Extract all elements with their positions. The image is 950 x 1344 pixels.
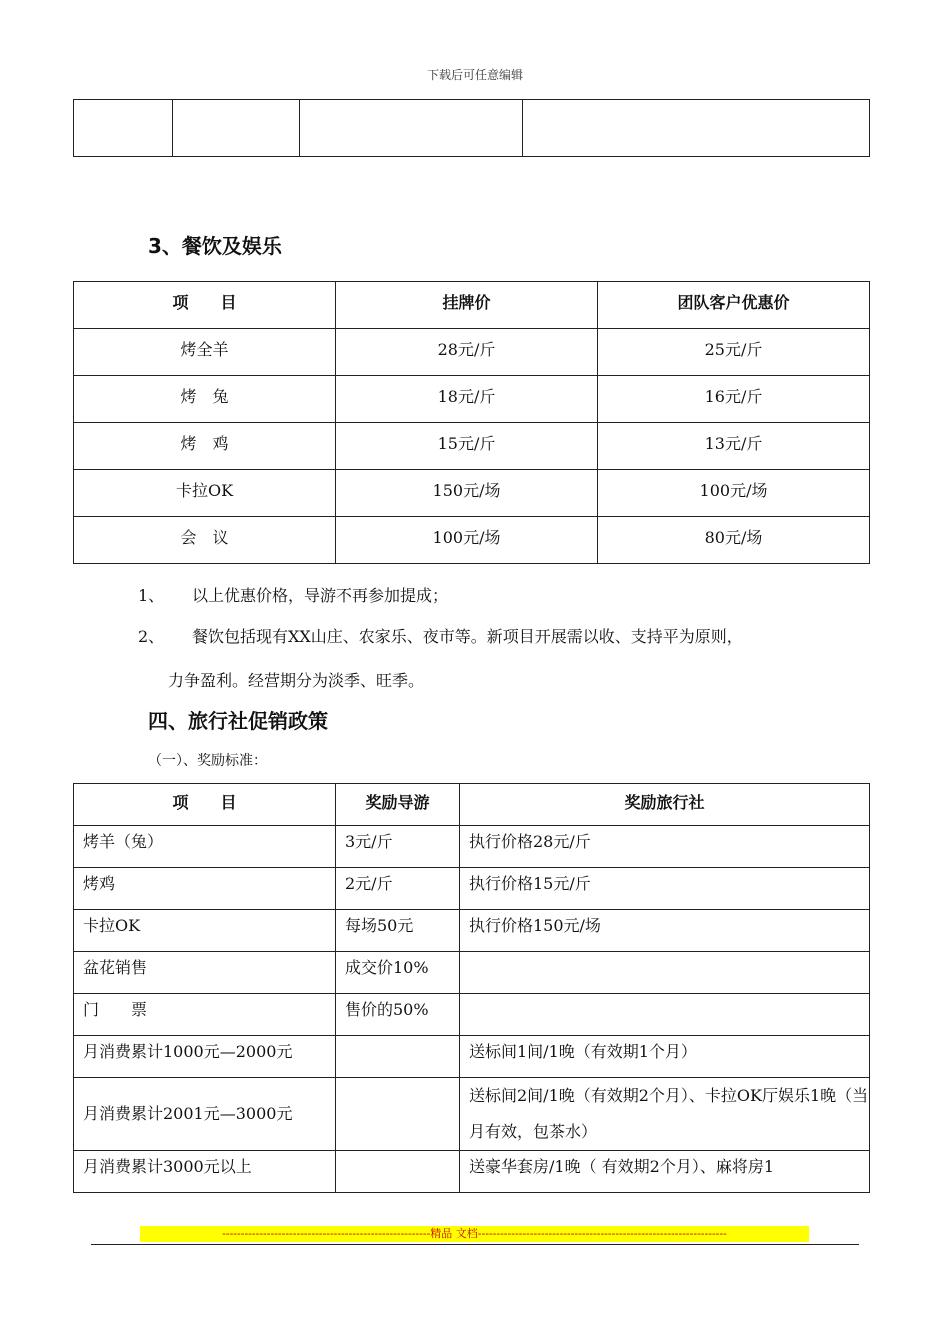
page-header: 下载后可任意编辑: [426, 68, 523, 82]
note-number: 2、: [138, 627, 165, 646]
column-header: 奖励旅行社: [460, 784, 870, 826]
footer-rule: [91, 1244, 859, 1245]
table-cell: 13元/斤: [598, 423, 870, 470]
table-cell: 每场50元: [336, 910, 460, 952]
column-header: 项 目: [74, 282, 336, 329]
table-cell: 烤全羊: [74, 329, 336, 376]
table-row: [74, 1036, 870, 1078]
table-cell: 门 票: [74, 994, 336, 1036]
section-4-subtitle: （一）、奖励标准：: [148, 753, 267, 769]
table-cell: 月消费累计3000元以上: [74, 1151, 336, 1193]
note-number: 1、: [138, 586, 165, 605]
table-cell: 执行价格15元/斤: [460, 868, 870, 910]
column-header: 奖励导游: [336, 784, 460, 826]
table-cell: 执行价格28元/斤: [460, 826, 870, 868]
table-cell: 烤 鸡: [74, 423, 336, 470]
table-cell: 月消费累计2001元—3000元: [74, 1078, 336, 1151]
table-cell: [173, 100, 300, 157]
table-cell: 送标间1间/1晚（有效期1个月）: [460, 1036, 870, 1078]
table-row: [74, 910, 870, 952]
table-row: [74, 517, 870, 564]
table-row: [74, 329, 870, 376]
table-row: [74, 470, 870, 517]
table-row: [74, 1151, 870, 1193]
table-cell: 会 议: [74, 517, 336, 564]
table-cell: [74, 100, 173, 157]
table-cell: 25元/斤: [598, 329, 870, 376]
table-cell: 卡拉OK: [74, 910, 336, 952]
table-cell: 执行价格150元/场: [460, 910, 870, 952]
table-cell: 烤鸡: [74, 868, 336, 910]
table-row: [74, 826, 870, 868]
column-header: 挂牌价: [336, 282, 598, 329]
note-text: 以上优惠价格，导游不再参加提成；: [192, 586, 449, 605]
table-cell: 16元/斤: [598, 376, 870, 423]
column-header: 项 目: [74, 784, 336, 826]
table-cell: 烤羊（兔）: [74, 826, 336, 868]
table-row: [74, 423, 870, 470]
table-cell: 售价的50%: [336, 994, 460, 1036]
incentive-table: [73, 783, 870, 1193]
footer-banner: --------------------------------------------------------精品 文档-------------------------------------------------------------------: [140, 1226, 809, 1242]
table-cell: 28元/斤: [336, 329, 598, 376]
table-header-row: [74, 282, 870, 329]
table-row: [74, 952, 870, 994]
table-cell: [336, 1078, 460, 1151]
table-cell: 盆花销售: [74, 952, 336, 994]
table-row: [74, 1078, 870, 1151]
note-text: 餐饮包括现有XX山庄、农家乐、夜市等。新项目开展需以收、支持平为原则，: [192, 627, 743, 646]
table-cell: 80元/场: [598, 517, 870, 564]
table-row: [74, 100, 870, 157]
table-cell: 3元/斤: [336, 826, 460, 868]
table-cell: 月消费累计1000元—2000元: [74, 1036, 336, 1078]
table-cell: 100元/场: [598, 470, 870, 517]
table-cell: [300, 100, 523, 157]
previous-table-tail: [73, 99, 870, 157]
table-cell: 2元/斤: [336, 868, 460, 910]
table-cell: 送标间2间/1晚（有效期2个月）、卡拉OK厅娱乐1晚（当月有效，包茶水）: [460, 1078, 870, 1151]
table-row: [74, 868, 870, 910]
dining-price-table: [73, 281, 870, 564]
table-cell: 18元/斤: [336, 376, 598, 423]
table-header-row: [74, 784, 870, 826]
table-cell: 卡拉OK: [74, 470, 336, 517]
table-cell: [336, 1036, 460, 1078]
table-cell: 送豪华套房/1晚（ 有效期2个月）、麻将房1: [460, 1151, 870, 1193]
table-cell: 150元/场: [336, 470, 598, 517]
table-cell: 成交价10%: [336, 952, 460, 994]
table-cell: 100元/场: [336, 517, 598, 564]
table-row: [74, 994, 870, 1036]
table-row: [74, 376, 870, 423]
table-cell: [336, 1151, 460, 1193]
table-cell: [460, 952, 870, 994]
table-cell: [523, 100, 870, 157]
section-4-title: 四、旅行社促销政策: [148, 709, 328, 733]
section-3-title: 3、餐饮及娱乐: [148, 234, 282, 258]
column-header: 团队客户优惠价: [598, 282, 870, 329]
table-cell: 烤 兔: [74, 376, 336, 423]
note-text-continued: 力争盈利。经营期分为淡季、旺季。: [168, 671, 425, 690]
table-cell: 15元/斤: [336, 423, 598, 470]
table-cell: [460, 994, 870, 1036]
